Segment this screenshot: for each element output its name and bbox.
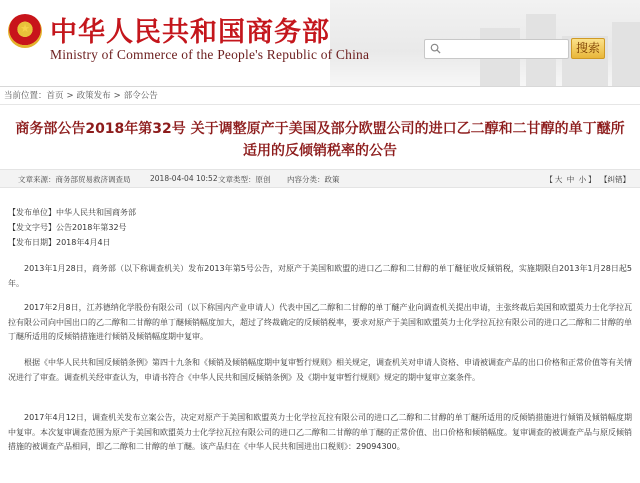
article-paragraph-3: 根据《中华人民共和国反倾销条例》第四十九条和《倾销及倾销幅度期中复审暂行规则》相关规定，调查机关对申请人资格、申请被调查产品的出口价格和正常价值等有关情况进行了审查。调查机关经审查认为，申请书符合《中华人民共和国反倾销条例》及《期中复审暂行规则》规定的期中复审立案条件。 xyxy=(8,358,632,382)
breadcrumb-separator: > xyxy=(113,91,121,101)
breadcrumb-announcements[interactable]: 部令公告 xyxy=(123,91,158,101)
font-size-medium[interactable]: 中 xyxy=(566,175,575,184)
search-button[interactable]: 搜索 xyxy=(571,38,605,59)
article-meta-bar xyxy=(0,169,640,188)
article-paragraph-2: 2017年2月8日，江苏德纳化学股份有限公司（以下称国内产业申请人）代表中国乙二醇和二甘醇的单丁醚产业向调查机关提出申请，主张终裁后美国和欧盟英力士化学拉瓦拉有限公司向中国出口的乙二醇和二甘醇的单丁醚倾销幅度加大，超过了终裁确定的反倾销税率，要求对原产于美国和欧盟英力士化学拉瓦拉有限公司的进口乙二醇和二甘醇的单丁醚所适用的反倾销措施进行倾销及倾销幅度期中复审。 xyxy=(8,303,632,341)
font-size-bracket-close: 】 xyxy=(588,175,596,184)
font-size-small[interactable]: 小 xyxy=(578,175,587,184)
site-title-cn[interactable]: 中华人民共和国商务部 xyxy=(50,17,330,48)
breadcrumb xyxy=(4,89,158,101)
info-publisher: 【发布单位】中华人民共和国商务部 xyxy=(8,208,136,217)
article-title-line-1: 商务部公告2018年第32号 关于调整原产于美国及部分欧盟公司的进口乙二醇和二甘醇的单丁醚所 xyxy=(15,121,625,137)
article-title xyxy=(10,118,630,162)
article-paragraph-4: 2017年4月12日，调查机关发布立案公告，决定对原产于美国和欧盟英力士化学拉瓦拉有限公司的进口乙二醇和二甘醇的单丁醚所适用的反倾销措施进行倾销及倾销幅度期中复审。本次复审调查范围为原产于美国和欧盟英力士化学拉瓦拉有限公司的进口乙二醇和二甘醇的单丁醚的正常价值、出口价格和倾销幅度。复审调查的被调查产品与原反倾销措施的被调查产品相同，即乙二醇和二甘醇的单丁醚。该产品归在《中华人民共和国进出口税则》：29094300。 xyxy=(8,413,632,451)
watermark-overlay xyxy=(450,442,640,483)
font-size-large[interactable]: 大 xyxy=(554,175,563,184)
search-input[interactable] xyxy=(445,42,565,57)
site-title-en: Ministry of Commerce of the People's Republic of China xyxy=(50,47,370,62)
correction-link[interactable]: 【纠错】 xyxy=(600,175,630,184)
breadcrumb-separator: > xyxy=(66,91,74,101)
info-publish-date: 【发布日期】2018年4月4日 xyxy=(8,238,111,247)
meta-category: 内容分类：政策 xyxy=(287,175,340,184)
meta-date: 2018-04-04 10:52 xyxy=(150,174,218,183)
search-box[interactable] xyxy=(424,39,569,59)
meta-type: 文章类型：原创 xyxy=(218,175,271,184)
search-icon xyxy=(430,43,441,54)
info-doc-number: 【发文字号】公告2018年第32号 xyxy=(8,223,127,232)
font-size-bracket-open: 【 xyxy=(545,175,553,184)
breadcrumb-policy[interactable]: 政策发布 xyxy=(76,91,111,101)
breadcrumb-divider xyxy=(0,104,640,105)
breadcrumb-home[interactable]: 首页 xyxy=(46,91,64,101)
article-tools xyxy=(543,174,630,185)
site-header xyxy=(0,0,640,86)
national-emblem-logo[interactable]: ★ xyxy=(8,14,42,48)
article-title-line-2: 适用的反倾销税率的公告 xyxy=(243,143,397,159)
meta-source: 文章来源：商务部贸易救济调查局 xyxy=(18,175,131,184)
article-paragraph-1: 2013年1月28日，商务部（以下称调查机关）发布2013年第5号公告，对原产于美国和欧盟的进口乙二醇和二甘醇的单丁醚征收反倾销税，实施期限自2013年1月28日起5年。 xyxy=(8,264,632,288)
header-divider xyxy=(0,86,640,87)
breadcrumb-prefix: 当前位置： xyxy=(4,91,47,101)
